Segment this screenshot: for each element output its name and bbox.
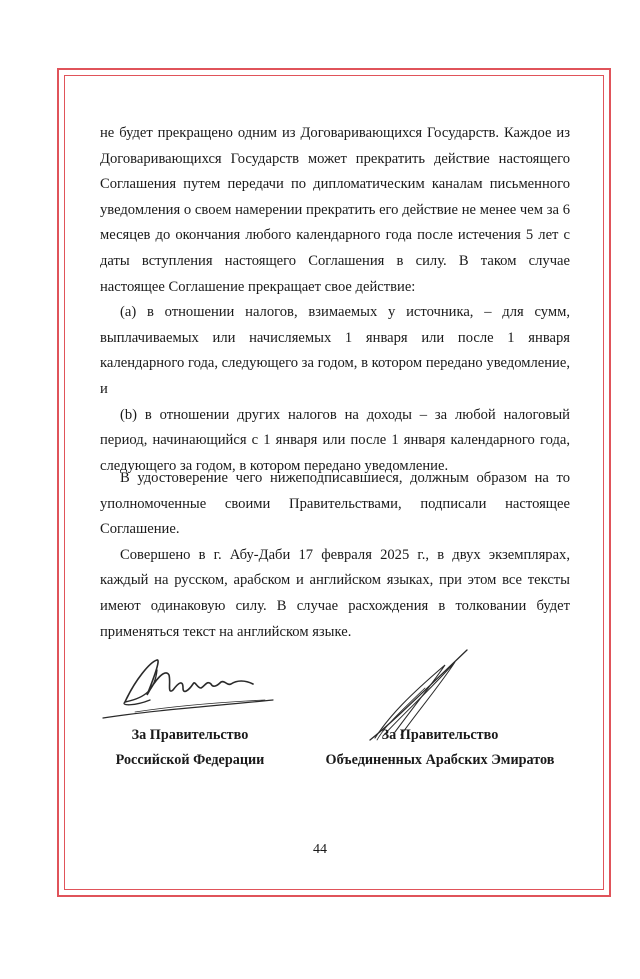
handwritten-signature-left bbox=[95, 640, 280, 725]
paragraph-done-at: Совершено в г. Абу-Даби 17 февраля 2025 г., в двух экземплярах, каждый на русском, арабском и английском языках, при этом все тексты имеют одинаковую силу. В случае расхождения в толковании будет применяться текст на английском языке. bbox=[100, 546, 570, 640]
signatory-block-russia bbox=[100, 723, 280, 773]
paragraph-item-a: (a) в отношении налогов, взимаемых у источника, – для сумм, выплачиваемых или начисляемых 1 января или после 1 января календарного года, следующего за годом, в котором передано уведомление, и bbox=[100, 304, 570, 397]
signatory-russia-line1: За Правительство bbox=[131, 727, 249, 743]
signatory-block-uae bbox=[310, 723, 570, 773]
closing-text-section bbox=[100, 466, 570, 645]
main-text-section bbox=[100, 121, 570, 479]
page-number: 44 bbox=[313, 842, 327, 857]
paragraph-item-b: (b) в отношении других налогов на доходы – за любой налоговый период, начинающийся с 1 января или после 1 января календарного года, следующего за годом, в котором передано уведомление. bbox=[100, 406, 570, 474]
signatory-uae-line1: За Правительство bbox=[381, 727, 499, 743]
signatory-uae-line2: Объединенных Арабских Эмиратов bbox=[325, 752, 555, 768]
paragraph-witness: В удостоверение чего нижеподписавшиеся, должным образом на то уполномоченные своими Правительствами, подписали настоящее Соглашение. bbox=[100, 470, 570, 538]
signatory-russia-line2: Российской Федерации bbox=[115, 752, 265, 768]
paragraph-termination: не будет прекращено одним из Договаривающихся Государств. Каждое из Договаривающихся Государств может прекратить действие настоящего Соглашения путем передачи по дипломатическим каналам письменного уведомления о своем намерении прекратить его действие не менее чем за 6 месяцев до окончания любого календарного года после истечения 5 лет с даты вступления настоящего Соглашения в силу. В таком случае настоящее Соглашение прекращает свое действие: bbox=[100, 125, 570, 295]
